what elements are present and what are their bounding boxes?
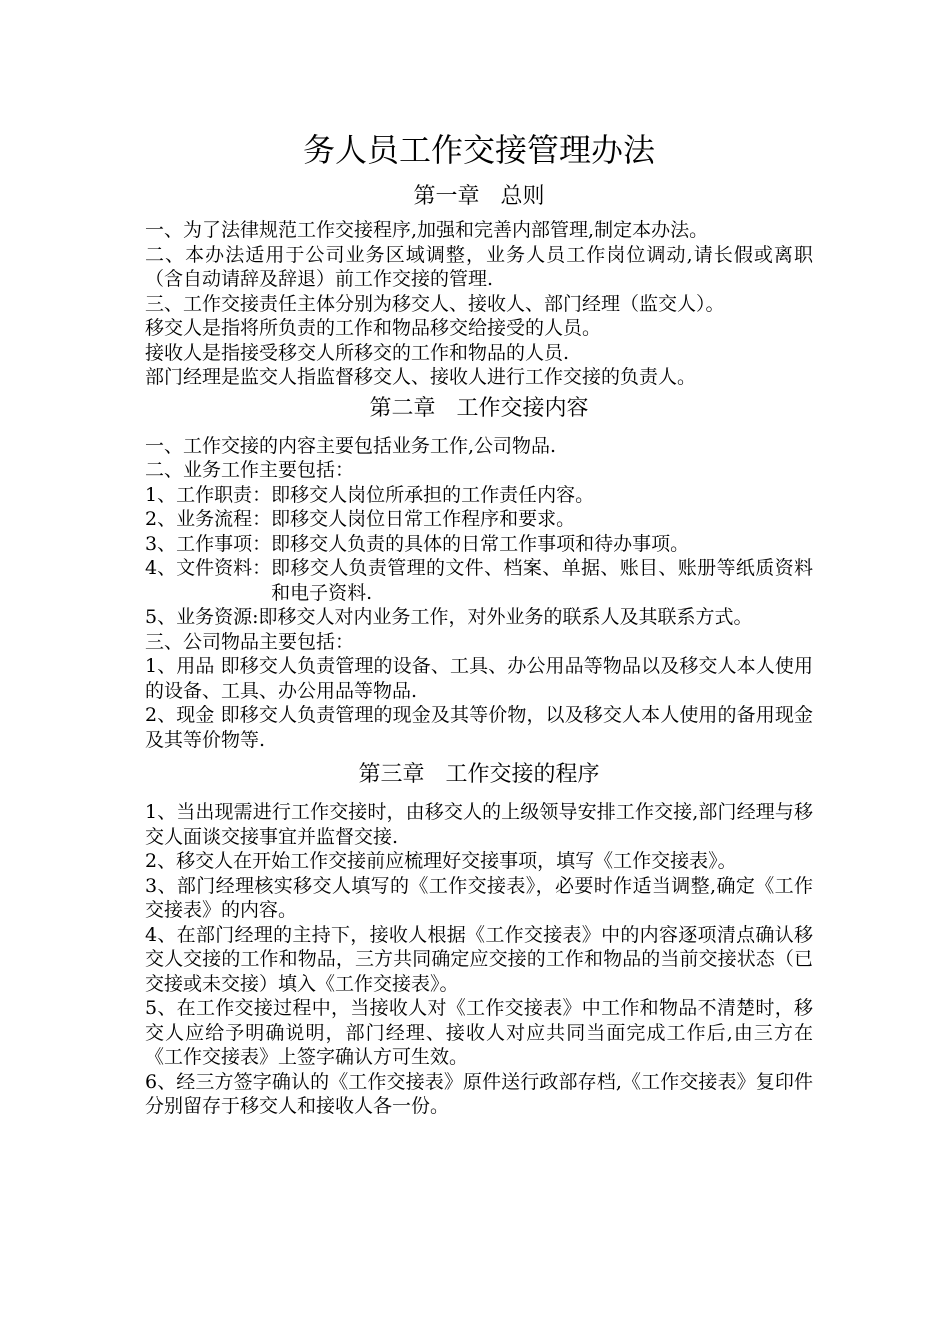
paragraph: 部门经理是监交人指监督移交人、接收人进行工作交接的负责人。 — [145, 366, 697, 388]
list-item-text: 即移交人岗位所承担的工作责任内容。 — [271, 483, 595, 506]
paragraph: 2、移交人在开始工作交接前应梳理好交接事项，填写《工作交接表》。 — [145, 850, 737, 872]
list-item-label: 4、文件资料： — [145, 557, 272, 579]
list-item-label: 2、业务流程： — [145, 508, 272, 530]
document-title: 务人员工作交接管理办法 — [302, 131, 655, 169]
list-item — [145, 605, 813, 630]
list-item-text: 即移交人岗位日常工作程序和要求。 — [271, 508, 576, 530]
chapter-2-heading: 第二章 工作交接内容 — [369, 395, 589, 421]
paragraph: 3、部门经理核实移交人填写的《工作交接表》，必要时作适当调整,确定《工作交接表》的内容。 — [145, 874, 813, 921]
list-item-label: 1、工作职责： — [145, 483, 272, 506]
chapter-3-heading: 第三章 工作交接的程序 — [358, 762, 600, 787]
list-item-label: 3、工作事项： — [145, 532, 272, 555]
paragraph: 4、在部门经理的主持下，接收人根据《工作交接表》中的内容逐项清点确认移交人交接的工作和物品，三方共同确定应交接的工作和物品的当前交接状态（已交接或未交接）填入《工作交接表》。 — [145, 923, 813, 995]
chapter-2-body — [145, 434, 813, 753]
paragraph: 一、为了法律规范工作交接程序,加强和完善内部管理,制定本办法。 — [145, 219, 709, 241]
chapter-1-heading: 第一章 总则 — [413, 184, 545, 209]
paragraph: 1、当出现需进行工作交接时，由移交人的上级领导安排工作交接,部门经理与移交人面谈交接事宜并监督交接. — [145, 801, 813, 848]
list-item — [145, 483, 813, 508]
paragraph: 二、本办法适用于公司业务区域调整，业务人员工作岗位调动,请长假或离职（含自动请辞及辞退）前工作交接的管理. — [145, 243, 813, 290]
paragraph: 三、公司物品主要包括： — [145, 630, 355, 653]
paragraph: 5、在工作交接过程中，当接收人对《工作交接表》中工作和物品不清楚时，移交人应给予明确说明，部门经理、接收人对应共同当面完成工作后,由三方在《工作交接表》上签字确认方可生效。 — [145, 997, 813, 1068]
chapter-3-body — [145, 800, 813, 1119]
chapter-1-body — [145, 218, 813, 390]
list-item-label: 5、 — [145, 606, 177, 628]
paragraph: 6、经三方签字确认的《工作交接表》原件送行政部存档,《工作交接表》复印件分别留存于移交人和接收人各一份。 — [145, 1070, 813, 1117]
list-item — [145, 556, 813, 605]
list-item-text: 即移交人负责的具体的日常工作事项和待办事项。 — [271, 532, 690, 555]
list-item-text: 即移交人负责管理的文件、档案、单据、账目、账册等纸质资料和电子资料. — [271, 557, 813, 604]
document-page — [145, 128, 813, 1119]
list-item — [145, 532, 813, 557]
paragraph: 一、工作交接的内容主要包括业务工作,公司物品. — [145, 434, 557, 457]
paragraph: 二、业务工作主要包括： — [145, 459, 355, 481]
paragraph: 1、用品 即移交人负责管理的设备、工具、办公用品等物品以及移交人本人使用的设备、工具、办公用品等物品. — [145, 655, 813, 702]
paragraph: 2、现金 即移交人负责管理的现金及其等价物，以及移交人本人使用的备用现金及其等价物等. — [145, 704, 813, 751]
paragraph: 移交人是指将所负责的工作和物品移交给接受的人员。 — [145, 317, 602, 339]
paragraph: 接收人是指接受移交人所移交的工作和物品的人员. — [145, 341, 570, 364]
list-item — [145, 507, 813, 532]
list-item-text: 业务资源:即移交人对内业务工作，对外业务的联系人及其联系方式。 — [176, 606, 753, 628]
paragraph: 三、工作交接责任主体分别为移交人、接收人、部门经理（监交人）。 — [145, 292, 725, 315]
